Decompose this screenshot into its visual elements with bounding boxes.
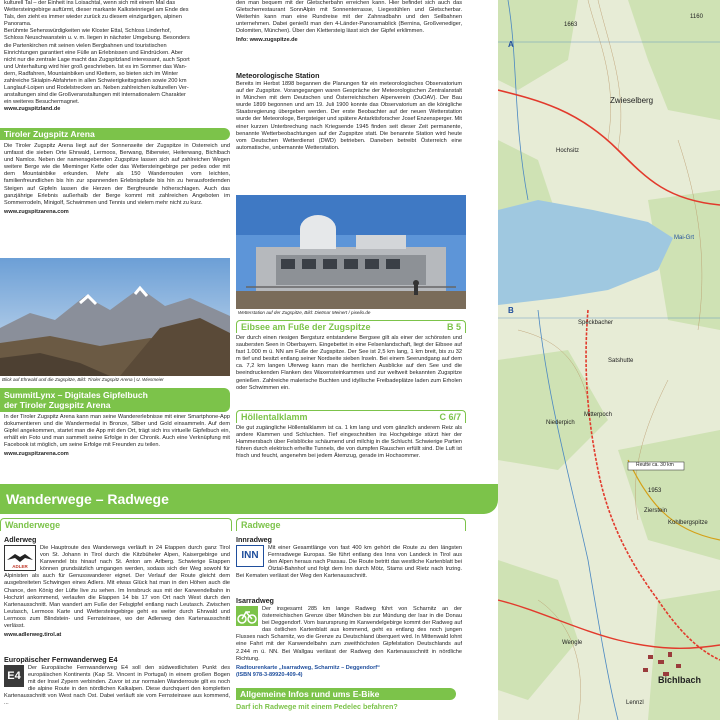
e4-section [4, 652, 230, 720]
intro-line: ein weiteres Besuchermagnet. [4, 99, 80, 106]
arena-paragraph: Die Tiroler Zugspitz Arena liegt auf der Sonnenseite der Zugspitze in Österreich und umfasst die sieben Orte Ehrwald, Lermoos, Berwang, Biberwier, Heiterwang, Bichlbach und Namlos. Neben der namensgebenden Zugspitze lassen sich auf zahlreichen Wegen weitere Berge wie die Mieminger Kette oder das Wettersteingebirge per pedes oder mit dem Mountainbike erkunden. Mehr als 150 Wanderrouten vom leichten, familienfreundlichen bis hin zur spannenden Erlebnispfade bis hin zu herausfordernden Steigen auf Gipfeln lassen die Herzen der Bergfreunde höherschlagen. Auch das ganzjährige Erlebnis außerhalb der Berge kommt mit zahlreichen Angeboten im Sommerrodeln, Minigolf, Schwimmen und Tennis und vielem mehr nicht zu kurz. [4, 143, 230, 206]
station-image [236, 195, 466, 309]
allgemein-sub: Darf ich Radwege mit einem Pedelec befahren? [236, 702, 398, 711]
adler-url[interactable]: www.adlerweg.tirol.at [4, 632, 62, 639]
summit-paragraph: In der Tiroler Zugspitz Arena kann man seine Wandererlebnisse mit einer Smartphone-App dokumentieren und die Wandermedal in Bronze, Silber und Gold einsammeln. Auf dem Gipfel angekommen, startet man die App mit den Ort, trägt sich ins virtuelle Gipfelbuch ein, erhält ein Foto und man sammelt seine Erfolge in der Chronik. Auch eine Verknüpfung mit Facebook ist möglich, um seine Erfolge mit Freunden zu teilen. [4, 414, 230, 449]
inn-badge: INN [236, 545, 264, 567]
e4-badge: E4 [4, 665, 24, 687]
grid-letter-a: A [508, 40, 514, 49]
station-paragraph: Bereits im Herbst 1898 begannen die Planungen für ein meteorologisches Observatorium auf der Zugspitze. Vorangegangen waren Gespräche der Meteorologischen Zentralanstalt in München mit dem Deutschen und Österreichischen Alpenverein (DuOAV). Der Bau wurde 1899 begonnen und am 19. Juli 1900 konnte das Observatorium an die königliche Staatsregierung übergeben werden. Der erste Beobachter auf der neuen Wetterstation wurde der Meteorologe, Bergsteiger und spätere Antarktisforscher Josef Enzensperger. Mit einer kurzen Unterbrechung nach Kriegsende 1945 finden seit dieser Zeit permanente, benannte Wetterbeobachtungen auf der Zugspitze statt. Die benannte Station wird heute vom Deutschen Wetterdienst (DWD) betrieben. Daneben betreibt Österreich eine automatische, unbemannte Wetterstation. [236, 81, 462, 151]
grid-letter-b: B [508, 306, 514, 315]
isar-paragraph: Der insgesamt 285 km lange Radweg führt von Scharnitz an der österreichischen Grenze über München bis zur Mündung der Isar in die Donau bei Deggendorf. Vom Isarursprung im Karwendelgebirge kommt der Radweg auf das östlichen Kartenblatt aus kommend, geht es entlang des noch jungen Flusses nach Scharnitz, wo die Grenze zu Deutschland überquert wird. In Mittenwald lohnt eine Fahrt mit der Karwendelbahn zum zweithöchsten Gipfelstation Deutschlands auf 2.244 m ü. NN. Bei Wallgau verlässt der Radweg den Kartenausschnitt in nördliche Richtung. [236, 606, 462, 662]
hoell-paragraph: Die gut zugängliche Höllentalklamm ist ca. 1 km lang und vom gänzlich anderem Reiz als andere Klammen und Schluchten. Tief eingeschnitten ins Hochgebirge stürzt hier der Hammersbach über Felsblöcke schäumend und milchig in die Schlucht. Schwierige Partien führen durch elektrisch erhellte Tunnels, die von dumpfen Rauschen erfüllt sind. Die Luft ist frisch und feucht, angenehm bei jedem Ätemzug, gerade im Hochsommer. [236, 425, 462, 460]
inn-paragraph: Mit einer Gesamtlänge von fast 400 km gehört die Route zu den längsten Fernradwege Europas. Sie führt entlang des Inns von Landeck in Tirol aus den Alpen heraus nach Passau. Die Route betritt das westliche Kartenblatt bei Ötztal-Bahnhof und folgt dem Inn durch Mötz, Stams und Rietz nach Inzing. Bei Kematen verlässt der Weg den Kartenausschnitt. [236, 545, 462, 580]
mountain-image [0, 258, 230, 376]
map-label-kohlbergspitze: Kohlbergspitze [668, 520, 708, 526]
summit-title-1: SummitLynx – Digitales Gipfelbuch [4, 390, 148, 400]
wanderwege-box [0, 518, 232, 531]
map-label-lennzl: Lennzl [626, 700, 644, 706]
radwege-box [236, 518, 466, 531]
hoell-title: Höllentalklamm [241, 412, 308, 422]
intro-line: Panorama. [4, 21, 32, 28]
map-label-zierstein: Zierstein [644, 508, 668, 514]
bicycle-icon [236, 606, 258, 626]
map-label-mitterpoch: Mitterpoch [584, 412, 613, 418]
hoell-title-box [236, 410, 466, 423]
map-label-maigrt: Mai-Grt [674, 235, 694, 241]
intro-text [4, 0, 230, 122]
hoell-grid: C 6/7 [439, 412, 461, 422]
adler-badge-label: ADLER [12, 563, 28, 569]
inn-section [236, 532, 462, 592]
intro-line: anstaltungen sind die Großveranstaltungen mit internationalem Charakter [4, 92, 186, 99]
topographic-map[interactable] [498, 0, 720, 720]
intro-line: dern, Radfahren, Mountainbiken und Klettern, so bieten sich im Winter [4, 70, 179, 77]
summit-title-bar [0, 388, 230, 412]
map-label-1953: 1953 [648, 488, 662, 494]
summit-text [4, 414, 230, 474]
intro-paragraph [4, 0, 230, 106]
map-label-1160: 1160 [690, 14, 703, 20]
intro-line: nicht nur die zentrale Lage macht das Zugspitzland interessant, auch Sport [4, 56, 190, 63]
summit-url[interactable]: www.zugspitzarena.com [4, 451, 69, 458]
inn-title: Innradweg [236, 535, 272, 544]
intro-line: Tals, den zieht es immer wieder zurück zu diesem einzigartigen, alpinen [4, 14, 182, 21]
eibsee-paragraph: Der durch einen riesigen Bergsturz entstandene Bergsee gilt als einer der schönsten und saubersten Seen in Oberbayern. Eingebettet in eine Felsenlandschaft, liegt der Eibsee auf fast 1.000 m ü. NN am Fuße der Zugspitze. Der See ist 2,5 km lang, 1 km breit, bis zu 32 m tief und besitzt entlang seiner Nordseite sieben Inseln. Bei einem Seerundgang auf dem ca. 7,2 km langen Uferweg kann man die herrlichen Ausblicke auf den See und die beeindruckenden Flanken des Waxensteinkammes und zur weltweit bekannten Zugspitze genießen. Zahlreiche malerische Buchten und idyllische Freibadeplätze laden zum Erholen oder Schwimmen ein. [236, 335, 462, 391]
zugspitze-top-text [236, 0, 462, 70]
intro-line: Wettersteingebirge auftürmt, dieser markante Kalksteinriegel am Ende des [4, 7, 189, 14]
intro-line: Berühmte Sehenswürdigkeiten wie Kloster Ettal, Schloss Linderhof, [4, 28, 171, 35]
station-caption: Wetterstation auf der Zugspitze, Bild: Dietmar Meinert / pixelio.de [238, 310, 371, 315]
adler-badge [4, 545, 36, 571]
bike-icon [236, 606, 258, 626]
intro-url[interactable]: www.zugspitzland.de [4, 106, 61, 113]
isar-title: Isarradweg [236, 596, 274, 605]
intro-line: und Unterhaltung wird hier groß geschrieben. Ist es im Sommer das Wan- [4, 63, 187, 70]
eibsee-title: Eibsee am Fuße der Zugspitze [241, 322, 371, 332]
map-label-reutte: Reutte ca. 30 km [636, 462, 674, 468]
intro-line: die Partenkirchen mit seinen vielen Bergbahnen und touristischen [4, 42, 167, 49]
arena-text [4, 143, 230, 251]
e4-title: Europäischer Fernwanderweg E4 [4, 655, 118, 664]
section-band [0, 484, 498, 514]
summit-title-2: der Tiroler Zugspitz Arena [4, 400, 111, 410]
adler-paragraph: Die Hauptroute des Wanderwegs verläuft in 24 Etappen durch ganz Tirol von St. Johann in Tirol durch die Kitzbüheler Alpen, Kaisergebirge und Karwendel bis hinauf nach St. Anton am Arlberg. Schwierige Etappen können grundsätzlich umgangen werden, sodass sich der Weg sowohl für Alpinisten als auch für Genusswanderer eignet. Der Verlauf der Route gleicht dem ausgebreiteten Schwingen eines Adlers. Mit etwas Glück hat man in den Höhen auch die Chance, den König der Lüfte live zu sehen. Im Innsbruck aus mit der Karwendelbahn in Hochzirl ankommend, verlaufen die Etappen 14 bis 17 von Ort nach West durch den Kartenausschnitt. Man wandert am Fuße der Felsgipfel entlang nach Leutasch. Zwischen Leutasch, Lermoos Karte und Wettersteingebirge geht es weiter durch Ehrwald und Lermoos zum Blindstein- und Fernsteinsee, wo der Adlerweg den Kartenausschnitt verlässt. [4, 545, 230, 630]
intro-line: Schloss Neuschwanstein u. v. m. liegen in nächster Umgebung. Besonders [4, 35, 190, 42]
eibsee-title-box [236, 320, 466, 333]
map-label-wengle: Wengle [562, 640, 583, 646]
intro-line: kulturell Tal – der Einheit ins Loisachtal, wenn sich mit einem Mal das [4, 0, 176, 6]
arena-caption: Blick auf Ehrwald und die Zugspitze, Bild: Tiroler Zugspitz Arena | U. Wiesmeier [2, 377, 164, 382]
wanderwege-title: Wanderwege [5, 520, 61, 530]
adler-section [4, 532, 230, 652]
station-title: Meteorologische Station [236, 71, 320, 80]
map-label-niederpich: Niederpich [546, 420, 575, 426]
weather-station-photo [236, 195, 466, 309]
intro-line: zahlreiche Skialpin-Abfahrten in allen Schwierigkeitsgraden sowie 200 km [4, 78, 187, 85]
map-label-speckbacher: Speckbacher [578, 320, 614, 326]
adler-title: Adlerweg [4, 535, 37, 544]
station-text [236, 68, 462, 194]
map-label-hochsitz: Hochsitz [556, 148, 580, 154]
eibsee-grid: B 5 [446, 322, 461, 332]
ehrwald-photo [0, 258, 230, 376]
map-label-satshutte: Satshutte [608, 358, 634, 364]
arena-title-bar: Tiroler Zugspitz Arena [0, 128, 230, 140]
eibsee-text [236, 335, 462, 405]
intro-line: Einrichtungen garantiert eine Fülle an Erlebnissen und Eindrücken. Aber [4, 49, 183, 56]
map-label-1663: 1663 [564, 22, 578, 28]
zugspitze-url[interactable]: Info: www.zugspitze.de [236, 37, 298, 44]
intro-line: Langlauf-Loipen und Rodelstrecken an. Neben zahlreichen kulturellen Ver- [4, 85, 189, 92]
isar-isbn: (ISBN 978-3-89920-409-4) [236, 671, 303, 678]
allgemein-bar: Allgemeine Infos rund ums E-Bike [236, 688, 456, 700]
radwege-title: Radwege [241, 520, 281, 530]
map-label-bichlbach: Bichlbach [658, 675, 702, 685]
isar-ref: Radtourenkarte „Isarradweg, Scharnitz – Deggendorf“ [236, 664, 380, 671]
band-title: Wanderwege – Radwege [6, 491, 169, 507]
map-label-zwieselberg: Zwieselberg [610, 96, 654, 105]
arena-url[interactable]: www.zugspitzarena.com [4, 208, 69, 215]
hoell-text [236, 425, 462, 477]
zugspitze-top-paragraph: den man bequem mit der Gletscherbahn erreichen kann. Hier befindet sich auch das Gletscherrestaurant SonnAlpin mit Sonnenterrasse, Liegestühlen und Gletscherbar. Weiterhin kann man eine Rundreise mit der Zahnradbahn und den Seilbahnen unternehmen. Dabei genießt man den 4-Länder-Panoramablick (Bernina, Großvenediger, Dolomiten, München). Über den Klettersteig lässt sich der Gipfel erklimmen. [236, 0, 462, 35]
isar-section [236, 593, 462, 685]
e4-paragraph: Der Europäische Fernwanderweg E4 soll den südwestlichsten Punkt des europäischen Kontinents (Kap St. Vincent in Portugal) in einem großen Bogen mit der Insel Zypern verbinden. Zuvor ist zur normalen Wanderroute gilt es noch die alpine Route in den nördlichen Kalkalpen. Diese durchquert den kompletten Kartenausschnitt von West nach Ost. Dabei verläuft sie vom Fernsteinsee aus kommend, ... [4, 665, 230, 707]
